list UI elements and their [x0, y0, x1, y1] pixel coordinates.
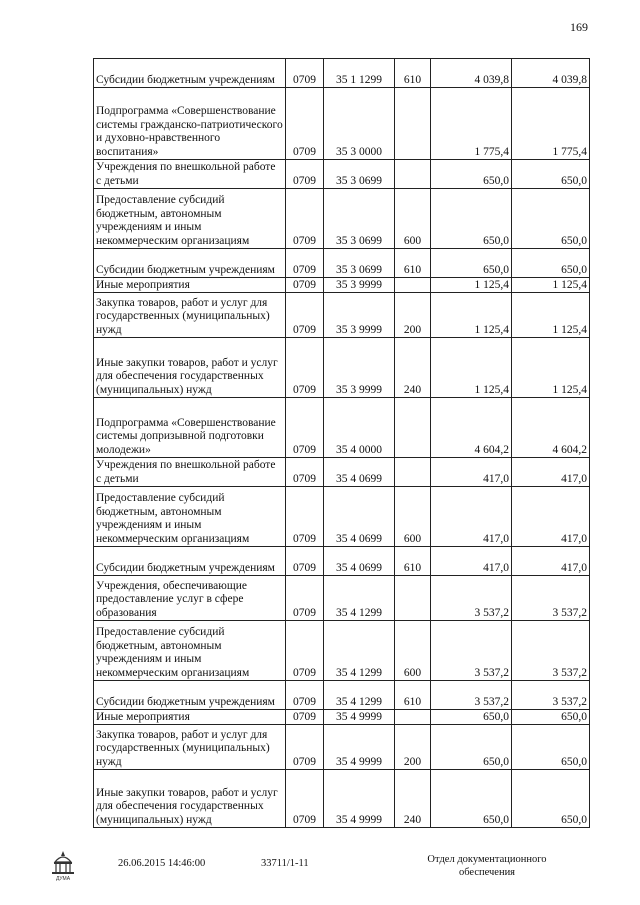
table-row — [94, 189, 590, 249]
row-type-code — [395, 458, 431, 487]
row-target-code: 35 4 9999 — [324, 710, 395, 725]
row-type-code: 610 — [395, 59, 431, 88]
row-section: 0709 — [286, 710, 324, 725]
row-section: 0709 — [286, 338, 324, 398]
row-target-code: 35 4 0699 — [324, 547, 395, 576]
row-amount-2: 650,0 — [512, 710, 590, 725]
row-name: Иные закупки товаров, работ и услуг для обеспечения государственных (муниципальных) нужд — [94, 338, 286, 398]
row-section: 0709 — [286, 160, 324, 189]
row-name: Учреждения по внешкольной работе с детьми — [94, 160, 286, 189]
row-section: 0709 — [286, 725, 324, 770]
row-name: Предоставление субсидий бюджетным, автономным учреждениям и иным некоммерческим организациям — [94, 487, 286, 547]
row-target-code: 35 4 1299 — [324, 681, 395, 710]
row-name: Субсидии бюджетным учреждениям — [94, 681, 286, 710]
row-name: Учреждения, обеспечивающие предоставление услуг в сфере образования — [94, 576, 286, 621]
row-target-code: 35 3 9999 — [324, 293, 395, 338]
table-row — [94, 487, 590, 547]
row-amount-1: 1 125,4 — [431, 338, 512, 398]
row-amount-2: 650,0 — [512, 770, 590, 828]
row-type-code: 600 — [395, 487, 431, 547]
row-target-code: 35 3 9999 — [324, 278, 395, 293]
table-row — [94, 576, 590, 621]
emblem-label: ДУМА — [55, 876, 71, 882]
table-row — [94, 88, 590, 160]
table-row — [94, 293, 590, 338]
row-name: Учреждения по внешкольной работе с детьми — [94, 458, 286, 487]
row-amount-2: 1 775,4 — [512, 88, 590, 160]
row-type-code: 610 — [395, 249, 431, 278]
row-target-code: 35 3 0699 — [324, 160, 395, 189]
row-amount-2: 1 125,4 — [512, 278, 590, 293]
table-row — [94, 278, 590, 293]
row-type-code — [395, 88, 431, 160]
row-target-code: 35 4 0699 — [324, 458, 395, 487]
row-type-code: 600 — [395, 189, 431, 249]
duma-emblem-icon — [48, 848, 78, 882]
row-target-code: 35 4 0699 — [324, 487, 395, 547]
row-target-code: 35 3 0000 — [324, 88, 395, 160]
table-row — [94, 770, 590, 828]
row-name: Подпрограмма «Совершенствование системы гражданско-патриотического и духовно-нравственного воспитания» — [94, 88, 286, 160]
row-section: 0709 — [286, 487, 324, 547]
row-amount-2: 417,0 — [512, 487, 590, 547]
row-amount-1: 3 537,2 — [431, 621, 512, 681]
row-name: Иные мероприятия — [94, 710, 286, 725]
row-section: 0709 — [286, 278, 324, 293]
row-section: 0709 — [286, 189, 324, 249]
row-type-code: 200 — [395, 293, 431, 338]
row-type-code: 200 — [395, 725, 431, 770]
row-amount-1: 4 039,8 — [431, 59, 512, 88]
row-amount-2: 650,0 — [512, 189, 590, 249]
row-amount-2: 417,0 — [512, 458, 590, 487]
row-type-code — [395, 710, 431, 725]
row-section: 0709 — [286, 621, 324, 681]
row-amount-1: 650,0 — [431, 160, 512, 189]
row-target-code: 35 3 0699 — [324, 249, 395, 278]
table-row — [94, 681, 590, 710]
row-amount-2: 650,0 — [512, 725, 590, 770]
row-type-code: 240 — [395, 338, 431, 398]
row-name: Иные закупки товаров, работ и услуг для обеспечения государственных (муниципальных) нужд — [94, 770, 286, 828]
row-section: 0709 — [286, 398, 324, 458]
table-row — [94, 621, 590, 681]
row-amount-2: 650,0 — [512, 249, 590, 278]
row-amount-1: 1 125,4 — [431, 293, 512, 338]
row-amount-2: 4 039,8 — [512, 59, 590, 88]
table-row — [94, 249, 590, 278]
row-section: 0709 — [286, 681, 324, 710]
row-name: Иные мероприятия — [94, 278, 286, 293]
row-type-code — [395, 160, 431, 189]
footer-datetime: 26.06.2015 14:46:00 — [118, 858, 206, 869]
table-row — [94, 59, 590, 88]
row-section: 0709 — [286, 458, 324, 487]
row-name: Субсидии бюджетным учреждениям — [94, 59, 286, 88]
row-amount-2: 3 537,2 — [512, 681, 590, 710]
row-amount-2: 3 537,2 — [512, 576, 590, 621]
row-type-code: 610 — [395, 547, 431, 576]
row-amount-2: 650,0 — [512, 160, 590, 189]
row-section: 0709 — [286, 293, 324, 338]
row-section: 0709 — [286, 249, 324, 278]
page-number: 169 — [570, 20, 588, 34]
row-type-code: 240 — [395, 770, 431, 828]
row-amount-1: 4 604,2 — [431, 398, 512, 458]
table-row — [94, 338, 590, 398]
row-type-code: 600 — [395, 621, 431, 681]
row-amount-1: 650,0 — [431, 710, 512, 725]
row-amount-2: 417,0 — [512, 547, 590, 576]
row-amount-1: 3 537,2 — [431, 681, 512, 710]
row-amount-2: 1 125,4 — [512, 338, 590, 398]
row-type-code — [395, 576, 431, 621]
row-amount-1: 650,0 — [431, 189, 512, 249]
row-name: Субсидии бюджетным учреждениям — [94, 249, 286, 278]
row-amount-1: 650,0 — [431, 770, 512, 828]
row-target-code: 35 4 1299 — [324, 621, 395, 681]
table-row — [94, 458, 590, 487]
row-target-code: 35 4 9999 — [324, 770, 395, 828]
row-name: Предоставление субсидий бюджетным, автономным учреждениям и иным некоммерческим организациям — [94, 621, 286, 681]
row-name: Субсидии бюджетным учреждениям — [94, 547, 286, 576]
table-row — [94, 160, 590, 189]
footer-doc-number: 33711/1-11 — [261, 858, 309, 869]
row-name: Закупка товаров, работ и услуг для государственных (муниципальных) нужд — [94, 293, 286, 338]
row-target-code: 35 4 1299 — [324, 576, 395, 621]
table-row — [94, 725, 590, 770]
row-section: 0709 — [286, 88, 324, 160]
footer-department: Отдел документационного обеспечения — [427, 854, 547, 878]
row-type-code — [395, 398, 431, 458]
table-row — [94, 710, 590, 725]
row-section: 0709 — [286, 547, 324, 576]
row-section: 0709 — [286, 59, 324, 88]
row-type-code: 610 — [395, 681, 431, 710]
row-section: 0709 — [286, 576, 324, 621]
row-amount-2: 1 125,4 — [512, 293, 590, 338]
row-section: 0709 — [286, 770, 324, 828]
row-amount-1: 650,0 — [431, 249, 512, 278]
row-amount-2: 3 537,2 — [512, 621, 590, 681]
budget-table — [93, 58, 590, 828]
row-amount-1: 3 537,2 — [431, 576, 512, 621]
row-amount-1: 417,0 — [431, 547, 512, 576]
row-amount-1: 417,0 — [431, 458, 512, 487]
row-amount-1: 1 775,4 — [431, 88, 512, 160]
row-amount-1: 1 125,4 — [431, 278, 512, 293]
table-row — [94, 398, 590, 458]
row-name: Закупка товаров, работ и услуг для государственных (муниципальных) нужд — [94, 725, 286, 770]
row-name: Предоставление субсидий бюджетным, автономным учреждениям и иным некоммерческим организациям — [94, 189, 286, 249]
row-amount-1: 650,0 — [431, 725, 512, 770]
row-target-code: 35 3 9999 — [324, 338, 395, 398]
row-target-code: 35 3 0699 — [324, 189, 395, 249]
row-type-code — [395, 278, 431, 293]
row-target-code: 35 1 1299 — [324, 59, 395, 88]
row-name: Подпрограмма «Совершенствование системы допризывной подготовки молодежи» — [94, 398, 286, 458]
row-target-code: 35 4 9999 — [324, 725, 395, 770]
row-amount-2: 4 604,2 — [512, 398, 590, 458]
row-target-code: 35 4 0000 — [324, 398, 395, 458]
row-amount-1: 417,0 — [431, 487, 512, 547]
table-row — [94, 547, 590, 576]
